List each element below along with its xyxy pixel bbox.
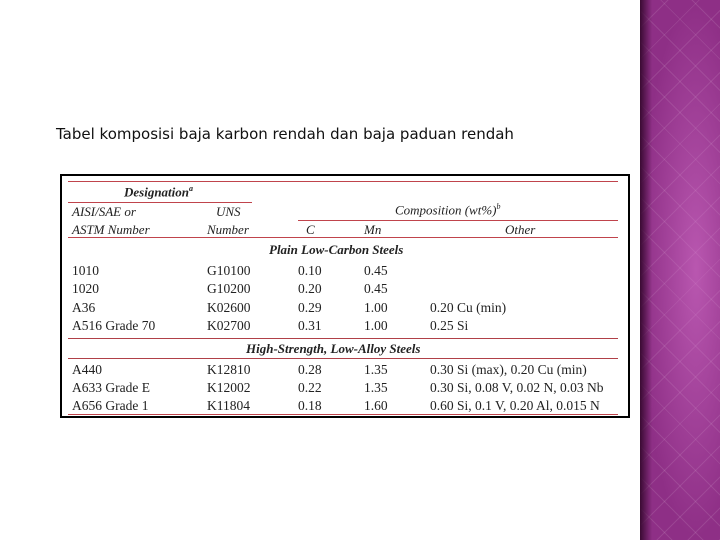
table-cell-designation: A36 [72, 300, 96, 315]
other-header: Other [505, 222, 536, 237]
table-cell-designation: A633 Grade E [72, 380, 150, 395]
table-cell-uns: K02600 [207, 300, 251, 315]
table-bottom-rule [68, 414, 618, 415]
table-cell-uns: G10200 [207, 281, 251, 296]
designation-header: Designation$^a$ [124, 184, 194, 200]
c-header: C [306, 222, 315, 237]
table-top-rule [68, 181, 618, 182]
table-cell-other: 0.20 Cu (min) [430, 300, 507, 315]
composition-header: Composition $(wt\%)^b$ [395, 202, 501, 218]
table-cell-mn: 1.00 [364, 300, 388, 315]
table-cell-c: 0.22 [298, 380, 322, 395]
mn-header: Mn [364, 222, 382, 237]
table-cell-c: 0.10 [298, 263, 322, 278]
table-cell-mn: 0.45 [364, 281, 388, 296]
table-cell-other: 0.30 Si, 0.08 V, 0.02 N, 0.03 Nb [430, 380, 604, 395]
slide-caption: Tabel komposisi baja karbon rendah dan baja paduan rendah [56, 125, 514, 143]
table-cell-uns: K02700 [207, 318, 251, 333]
table-cell-designation: A516 Grade 70 [72, 318, 156, 333]
table-cell-other: 0.25 Si [430, 318, 469, 333]
composition-rule [298, 220, 618, 221]
table-cell-uns: K11804 [207, 398, 250, 413]
table-cell-designation: 1010 [72, 263, 99, 278]
table-cell-mn: 1.35 [364, 380, 388, 395]
aisi-header: AISI/SAE or [72, 204, 136, 219]
table-cell-mn: 1.00 [364, 318, 388, 333]
table-cell-uns: K12002 [207, 380, 251, 395]
uns-number-header: Number [207, 222, 249, 237]
table-cell-uns: K12810 [207, 362, 251, 377]
uns-header: UNS [216, 204, 241, 219]
astm-header: ASTM Number [72, 222, 150, 237]
table-cell-c: 0.28 [298, 362, 322, 377]
composition-table-image [60, 174, 630, 418]
table-cell-designation: 1020 [72, 281, 99, 296]
table-cell-other: 0.30 Si (max), 0.20 Cu (min) [430, 362, 587, 377]
section-divider-top [68, 338, 618, 339]
table-cell-other: 0.60 Si, 0.1 V, 0.20 Al, 0.015 N [430, 398, 600, 413]
table-cell-c: 0.20 [298, 281, 322, 296]
decorative-side-panel [640, 0, 720, 540]
table-cell-c: 0.18 [298, 398, 322, 413]
section-divider-bottom [68, 358, 618, 359]
table-cell-designation: A656 Grade 1 [72, 398, 149, 413]
table-cell-designation: A440 [72, 362, 102, 377]
table-cell-c: 0.29 [298, 300, 322, 315]
designation-rule [68, 202, 252, 203]
table-cell-mn: 0.45 [364, 263, 388, 278]
section-title: Plain Low-Carbon Steels [269, 242, 404, 257]
table-cell-uns: G10100 [207, 263, 251, 278]
table-cell-mn: 1.35 [364, 362, 388, 377]
section-title: High-Strength, Low-Alloy Steels [246, 341, 421, 356]
header-bottom-rule [68, 237, 618, 238]
table-cell-c: 0.31 [298, 318, 322, 333]
table-cell-mn: 1.60 [364, 398, 388, 413]
